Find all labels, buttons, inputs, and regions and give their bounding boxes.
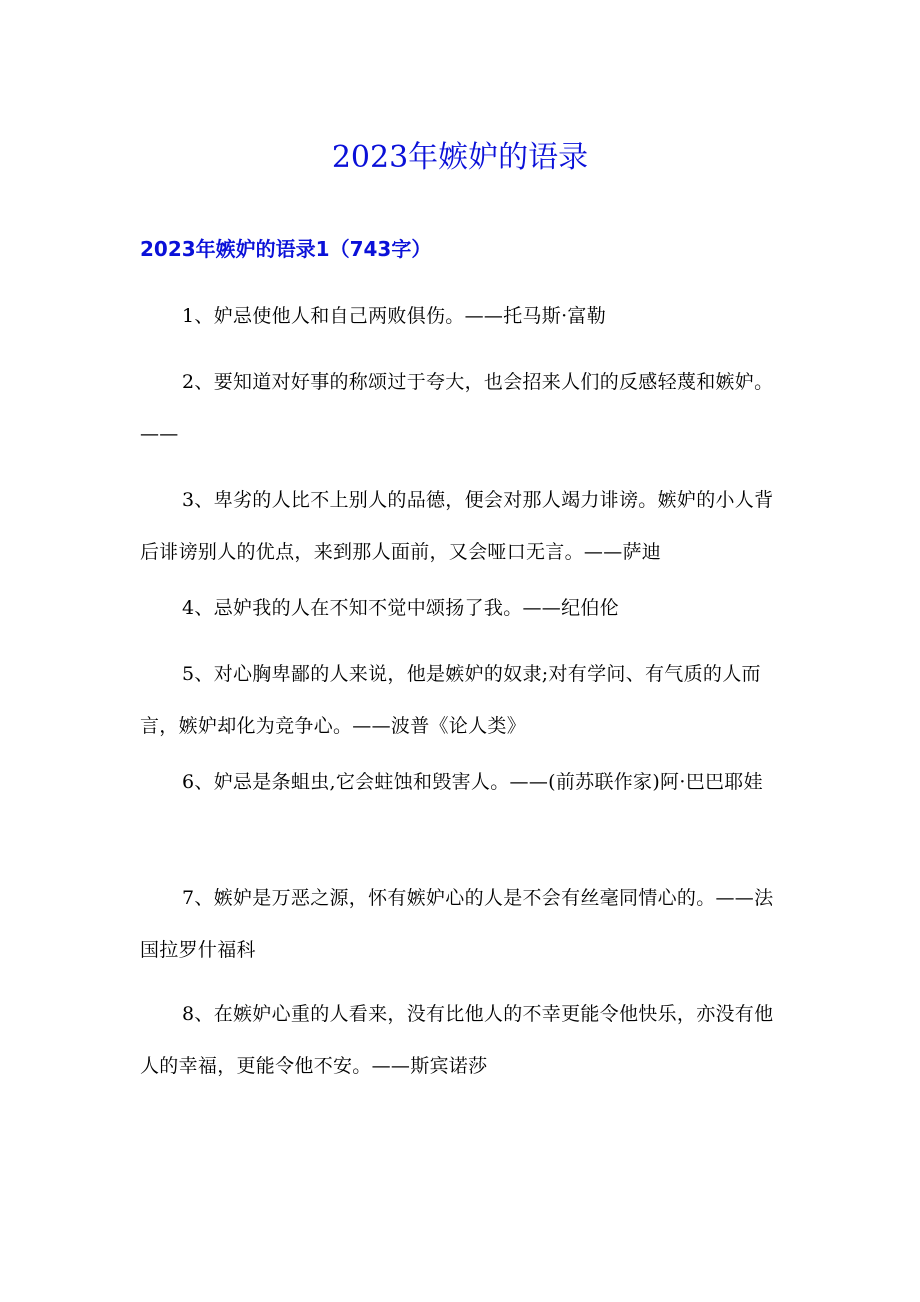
quote-paragraph: 7、嫉妒是万恶之源，怀有嫉妒心的人是不会有丝毫同情心的。——法国拉罗什福科: [140, 887, 774, 961]
quote-paragraph: 2、要知道对好事的称颂过于夸大，也会招来人们的反感轻蔑和嫉妒。——: [140, 371, 774, 445]
quote-paragraph: 5、对心胸卑鄙的人来说，他是嫉妒的奴隶;对有学问、有气质的人而言，嫉妒却化为竞争心。——波普《论人类》: [140, 663, 761, 737]
page-title: 2023年嫉妒的语录: [331, 140, 589, 175]
section-heading: 2023年嫉妒的语录1（743字）: [140, 237, 432, 261]
quote-paragraph: 8、在嫉妒心重的人看来，没有比他人的不幸更能令他快乐，亦没有他人的幸福，更能令他不安。——斯宾诺莎: [140, 1003, 774, 1077]
quote-paragraph: 1、妒忌使他人和自己两败俱伤。——托马斯·富勒: [182, 305, 607, 327]
quote-paragraph: 3、卑劣的人比不上别人的品德，便会对那人竭力诽谤。嫉妒的小人背后诽谤别人的优点，来到那人面前，又会哑口无言。——萨迪: [140, 489, 774, 563]
quote-paragraph: 6、妒忌是条蛆虫,它会蛀蚀和毁害人。——(前苏联作家)阿·巴巴耶娃: [182, 771, 763, 793]
quote-paragraph: 4、忌妒我的人在不知不觉中颂扬了我。——纪伯伦: [182, 597, 619, 619]
